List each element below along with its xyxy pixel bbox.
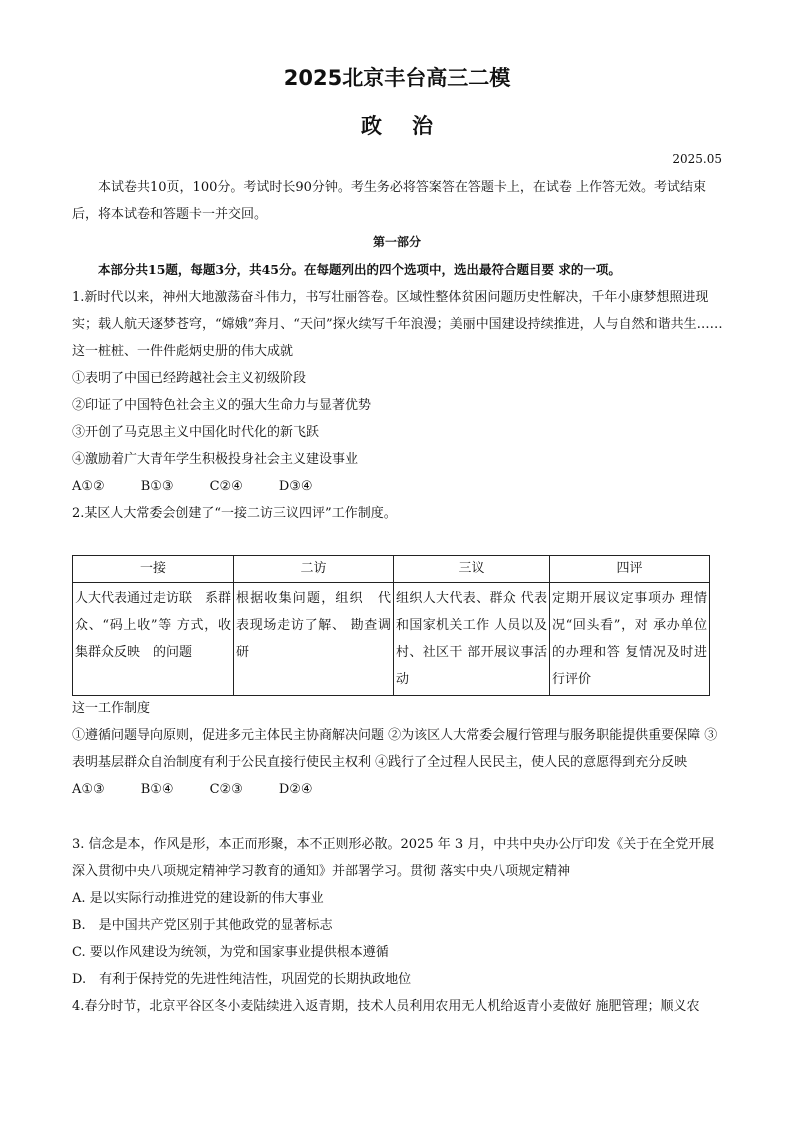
- question-1-options: [72, 473, 724, 500]
- question-1-item-2: ②印证了中国特色社会主义的强大生命力与显著优势: [72, 398, 372, 413]
- question-2-body: [72, 695, 724, 803]
- table-header: 四评: [550, 556, 710, 583]
- question-2-options: [72, 776, 724, 803]
- table-header-row: [73, 556, 710, 583]
- table-header: 三议: [394, 556, 550, 583]
- question-1-item-4: ④激励着广大青年学生积极投身社会主义建设事业: [72, 452, 359, 467]
- question-3-stem: 3. 信念是本，作风是形，本正而形聚，本不正则形必散。2025 年 3 月，中共中央办公厅印发《关于在全党开展深入贯彻中央八项规定精神学习教育的通知》并部署学习。贯彻 落实中央八项规定精神: [72, 837, 715, 879]
- question-2-statements: ①遵循问题导向原则，促进多元主体民主协商解决问题 ②为该区人大常委会履行管理与服务职能提供重要保障 ③表明基层群众自治制度有利于公民直接行使民主权利 ④践行了全过程人民民主，使人民的意愿得到充分反映: [72, 728, 718, 770]
- work-system-table: [72, 555, 710, 696]
- table-row: [73, 583, 710, 696]
- option-c: C. 要以作风建设为统领，为党和国家事业提供根本遵循: [72, 945, 389, 960]
- option-c: C②③: [209, 782, 243, 797]
- option-d: D③④: [278, 479, 313, 494]
- question-2-stem: 2.某区人大常委会创建了“一接二访三议四评”工作制度。: [72, 506, 397, 521]
- option-b: B①③: [140, 479, 174, 494]
- question-1-item-3: ③开创了马克思主义中国化时代化的新飞跃: [72, 425, 320, 440]
- section-title: 第一部分: [372, 235, 421, 249]
- option-a: A①③: [72, 782, 105, 797]
- option-d: D②④: [278, 782, 313, 797]
- table-cell: 定期开展议定事项办 理情况“回头看”，对 承办单位的办理和答 复情况及时进行评价: [550, 583, 710, 696]
- option-b: B. 是中国共产党区别于其他政党的显著标志: [72, 918, 333, 933]
- option-c: C②④: [209, 479, 243, 494]
- table-cell: 组织人大代表、群众 代表和国家机关工作 人员以及村、社区干 部开展议事活动: [394, 583, 550, 696]
- question-4: [72, 993, 724, 1020]
- section-description: 本部分共15题，每题3分，共45分。在每题列出的四个选项中，选出最符合题目要 求的一项。: [98, 262, 621, 277]
- exam-instructions: 本试卷共10页，100分。考试时长90分钟。考生务必将答案答在答题卡上，在试卷 上作答无效。考试结束后，将本试卷和答题卡一并交回。: [72, 180, 707, 222]
- question-1-item-1: ①表明了中国已经跨越社会主义初级阶段: [72, 371, 307, 386]
- subject-title: 政治: [361, 114, 463, 138]
- question-1: [72, 284, 724, 527]
- option-b: B①④: [140, 782, 174, 797]
- exam-date: 2025.05: [672, 152, 722, 166]
- exam-title: 2025北京丰台高三二模: [283, 66, 511, 90]
- option-d: D. 有利于保持党的先进性纯洁性，巩固党的长期执政地位: [72, 972, 412, 987]
- table-cell: 根据收集问题，组织 代表现场走访了解、 勘查调研: [234, 583, 394, 696]
- table-header: 一接: [73, 556, 234, 583]
- table-header: 二访: [234, 556, 394, 583]
- question-1-stem: 1.新时代以来，神州大地激荡奋斗伟力，书写壮丽答卷。区域性整体贫困问题历史性解决，千年小康梦想照进现实；载人航天逐梦苍穹，“嫦娥”奔月、“天问”探火续写千年浪漫；美丽中国建设持续推进，人与自然和谐共生……这一桩桩、一件件彪炳史册的伟大成就: [72, 290, 723, 359]
- question-2-lead: 这一工作制度: [72, 701, 151, 716]
- question-3: [72, 831, 724, 993]
- table-cell: 人大代表通过走访联 系群众、“码上收”等 方式，收集群众反映 的问题: [73, 583, 234, 696]
- option-a: A①②: [72, 479, 105, 494]
- question-4-stem: 4.春分时节，北京平谷区冬小麦陆续进入返青期，技术人员利用农用无人机给返青小麦做好 施肥管理；顺义农: [72, 999, 700, 1014]
- option-a: A. 是以实际行动推进党的建设新的伟大事业: [72, 891, 324, 906]
